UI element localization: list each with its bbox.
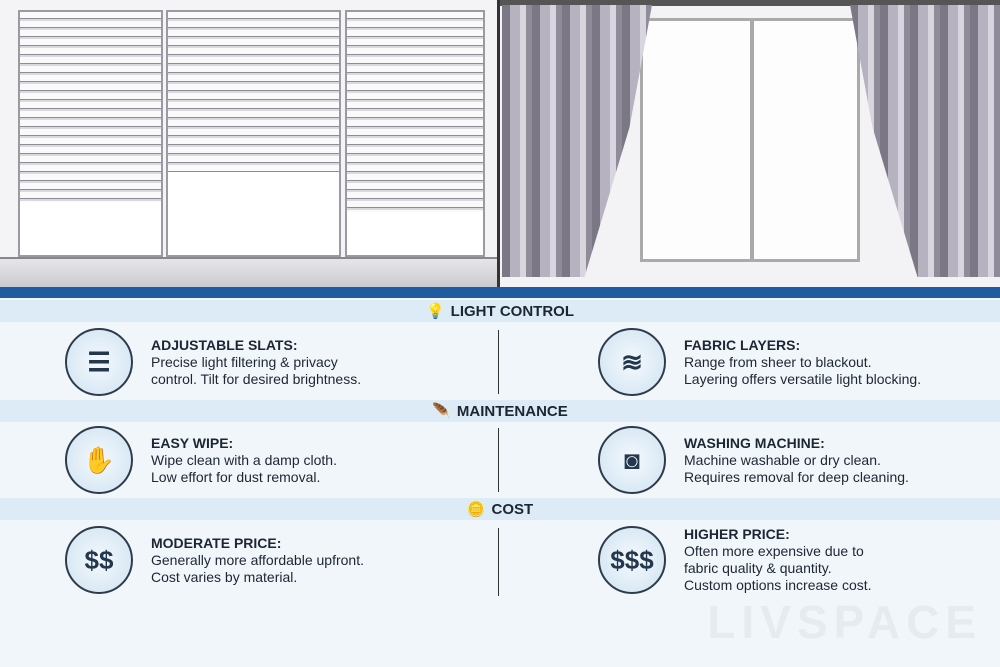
item-text: fabric quality & quantity.	[684, 560, 832, 576]
livspace-watermark: LIVSPACE	[707, 596, 982, 648]
blinds-slats-icon: ☰	[65, 328, 133, 396]
light-control-row	[0, 324, 1000, 400]
section-title: LIGHT CONTROL	[450, 302, 574, 320]
blinds-image	[0, 0, 497, 287]
fabric-layers-icon: ≋	[598, 328, 666, 396]
item-text: Often more expensive due to	[684, 543, 864, 559]
cost-row	[0, 522, 1000, 602]
item-title: MODERATE PRICE:	[151, 534, 282, 551]
item-text: Low effort for dust removal.	[151, 468, 321, 485]
section-header-light-control	[0, 300, 1000, 322]
item-text: Cost varies by material.	[151, 568, 298, 585]
higher-price-item	[598, 526, 872, 594]
wipe-hand-icon: ✋	[65, 426, 133, 494]
adjustable-slats-item	[65, 328, 361, 396]
comparison-photos	[0, 0, 1000, 287]
dollar-icon: $$$	[598, 526, 666, 594]
item-title: WASHING MACHINE:	[684, 434, 825, 451]
moderate-price-item	[65, 526, 364, 594]
dollar-icon: $$	[65, 526, 133, 594]
coins-icon: 🪙	[466, 501, 486, 518]
section-header-cost	[0, 498, 1000, 520]
item-text: Range from sheer to blackout.	[684, 353, 872, 370]
section-title: COST	[491, 500, 534, 518]
divider-band	[0, 287, 1000, 298]
item-text: Layering offers versatile light blocking.	[684, 370, 922, 387]
item-text: Requires removal for deep cleaning.	[684, 468, 909, 485]
easy-wipe-item	[65, 426, 337, 494]
item-text: control. Tilt for desired brightness.	[151, 370, 362, 387]
curtains-image	[500, 0, 1000, 287]
maintenance-row	[0, 422, 1000, 498]
duster-icon: 🪶	[432, 403, 451, 420]
item-title: EASY WIPE:	[151, 434, 234, 451]
item-text: Machine washable or dry clean.	[684, 451, 881, 468]
item-text: Custom options increase cost.	[684, 577, 872, 593]
fabric-layers-item	[598, 328, 921, 396]
washing-machine-item	[598, 426, 909, 494]
item-text: Precise light filtering & privacy	[151, 353, 338, 370]
item-text: Wipe clean with a damp cloth.	[151, 451, 337, 468]
section-title: MAINTENANCE	[456, 402, 568, 420]
washing-machine-icon: ◙	[598, 426, 666, 494]
item-text: Generally more affordable upfront.	[151, 551, 364, 568]
item-title: ADJUSTABLE SLATS:	[151, 336, 298, 353]
section-header-maintenance	[0, 400, 1000, 422]
item-title: FABRIC LAYERS:	[684, 336, 801, 353]
lightbulb-icon: 💡	[425, 303, 445, 320]
item-title: HIGHER PRICE:	[684, 526, 790, 542]
